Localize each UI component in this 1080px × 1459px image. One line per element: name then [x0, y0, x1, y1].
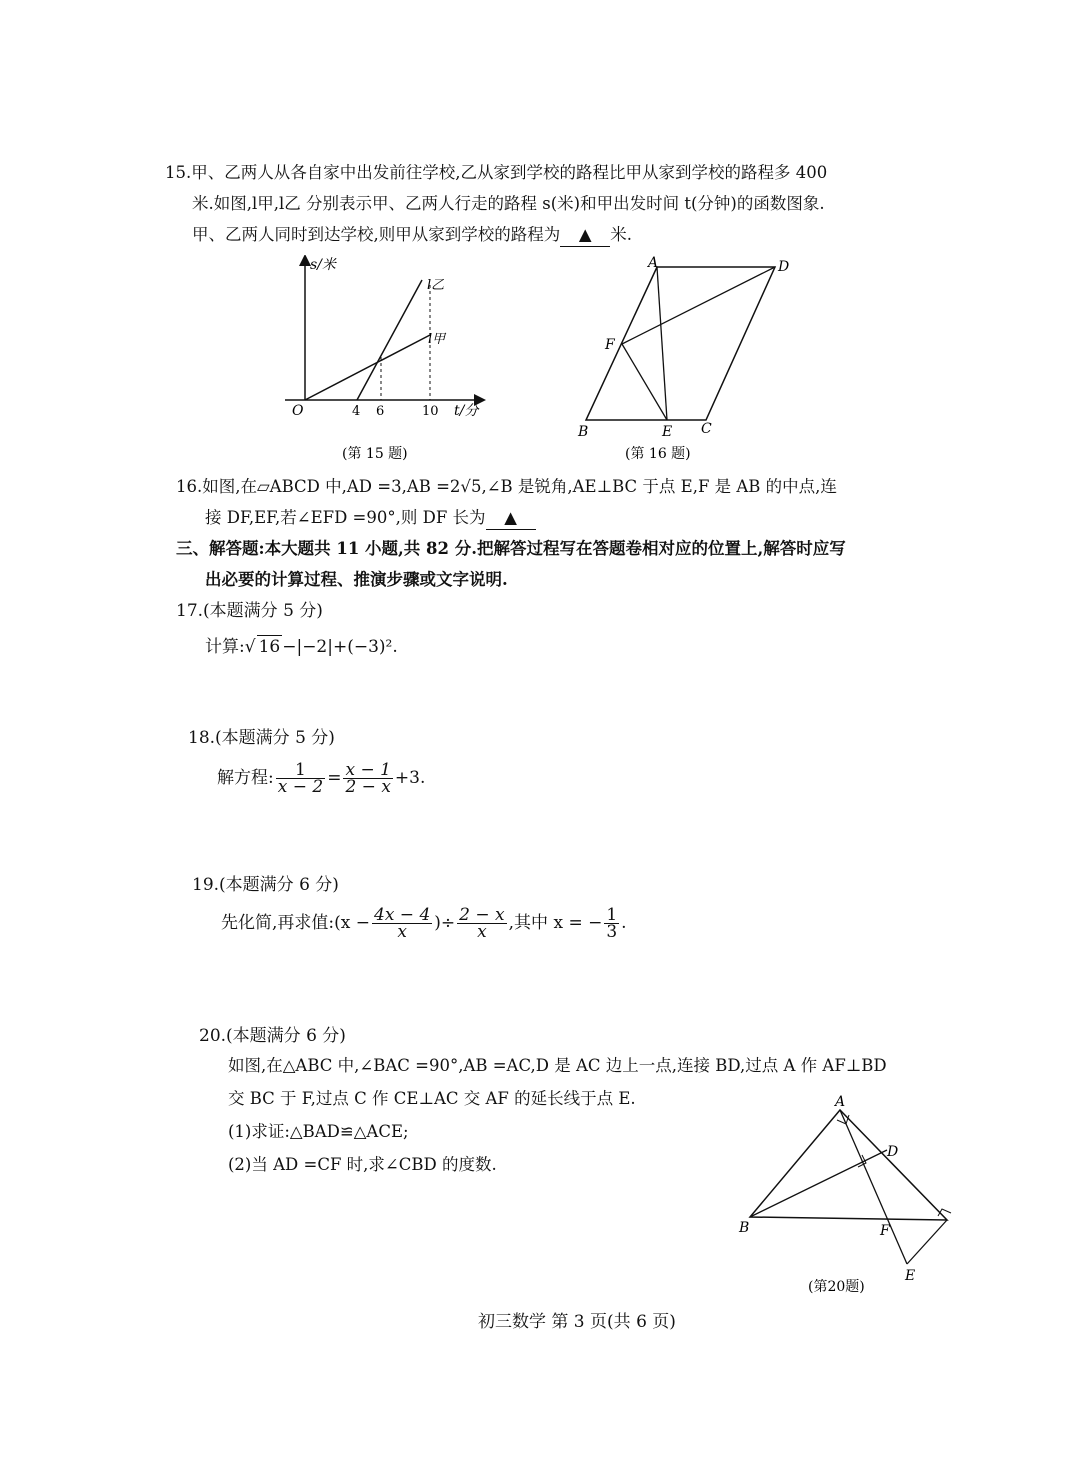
q15-line1: 15.甲、乙两人从各自家中出发前往学校,乙从家到学校的路程比甲从家到学校的路程多 400 — [165, 163, 828, 182]
point-f-label: F — [605, 337, 615, 353]
q20-part2: (2)当 AD =CF 时,求∠CBD 的度数. — [228, 1155, 497, 1174]
right-angle-mark-c — [938, 1209, 951, 1216]
point-a-label: A — [648, 255, 659, 271]
q18-f1-numerator: 1 — [276, 762, 325, 779]
q20-header: 20.(本题满分 6 分) — [199, 1026, 346, 1046]
q18-f2-denominator: 2 − x — [345, 777, 391, 797]
segment-fe — [622, 344, 667, 420]
tick-label-6: 6 — [376, 404, 385, 419]
figure-15-graph — [280, 255, 490, 470]
page-footer: 初三数学 第 3 页(共 6 页) — [478, 1312, 676, 1332]
point-e-label: E — [905, 1268, 916, 1284]
q16-answer-blank: ▲ — [486, 507, 536, 530]
q16-line2-text: 接 DF,EF,若∠EFD =90°,则 DF 长为 — [205, 508, 486, 527]
point-d-label: D — [778, 259, 790, 275]
figure-15-caption: (第 15 题) — [342, 446, 408, 462]
point-d-label: D — [887, 1144, 899, 1160]
q20-line1: 如图,在△ABC 中,∠BAC =90°,AB =AC,D 是 AC 边上一点,连接 BD,过点 A 作 AF⊥BD — [228, 1056, 887, 1075]
q18-fraction-1 — [276, 762, 325, 795]
q19-header: 19.(本题满分 6 分) — [192, 875, 339, 895]
q18-equation — [217, 760, 425, 796]
q17-header: 17.(本题满分 5 分) — [176, 601, 323, 621]
y-axis-label: s/米 — [310, 257, 336, 273]
q17-prefix: 计算: — [205, 637, 245, 657]
point-a-label: A — [835, 1094, 846, 1110]
tick-label-10: 10 — [422, 404, 439, 419]
q15-line2: 米.如图,l甲,l乙 分别表示甲、乙两人行走的路程 s(米)和甲出发时间 t(分钟)的函数图象. — [192, 194, 825, 213]
q19-f2-numerator: 2 − x — [459, 905, 505, 925]
line-jia — [305, 335, 430, 400]
q17-expression — [205, 635, 398, 658]
point-f-label: F — [880, 1223, 890, 1239]
q19-fraction-2 — [457, 907, 506, 940]
q19-f3-numerator: 1 — [606, 905, 618, 925]
figure-16-caption: (第 16 题) — [625, 446, 691, 462]
q18-header: 18.(本题满分 5 分) — [188, 728, 335, 748]
q18-equals: = — [327, 768, 342, 788]
q19-f1-numerator: 4x − 4 — [374, 905, 431, 925]
q19-prefix: 先化简,再求值:(x − — [221, 913, 370, 933]
segment-ce — [907, 1220, 947, 1264]
point-b-label: B — [739, 1220, 750, 1236]
q15-line3-unit: 米. — [610, 225, 632, 244]
section3-line1: 三、解答题:本大题共 11 小题,共 82 分.把解答过程写在答题卷相对应的位置上,解答时应写 — [176, 539, 846, 558]
line-yi — [357, 280, 422, 400]
q18-f2-numerator: x − 1 — [345, 760, 391, 780]
q15-line3 — [192, 224, 632, 247]
q19-expression — [221, 905, 627, 941]
segment-ae — [840, 1110, 907, 1264]
line-jia-label: l甲 — [428, 332, 446, 347]
q19-f2-denominator: x — [477, 922, 487, 942]
section3-line2: 出必要的计算过程、推演步骤或文字说明. — [205, 570, 508, 589]
sqrt-sign: √ — [244, 637, 256, 657]
line-yi-label: l乙 — [427, 278, 445, 293]
q18-prefix: 解方程: — [217, 768, 274, 788]
q19-fraction-1 — [372, 907, 432, 940]
q16-line1: 16.如图,在▱ABCD 中,AD =3,AB =2√5,∠B 是锐角,AE⊥BC 于点 E,F 是 AB 的中点,连 — [176, 477, 837, 496]
tick-label-4: 4 — [352, 404, 361, 419]
q18-rest: +3. — [394, 768, 426, 788]
q17-radicand: 16 — [258, 637, 281, 657]
point-e-label: E — [662, 424, 673, 440]
segment-ae — [657, 267, 667, 420]
q20-part1: (1)求证:△BAD≌△ACE; — [228, 1122, 409, 1141]
figure-20-caption: (第20题) — [808, 1279, 865, 1295]
q15-answer-blank: ▲ — [560, 224, 610, 247]
point-b-label: B — [578, 424, 589, 440]
q20-line2: 交 BC 于 F,过点 C 作 CE⊥AC 交 AF 的延长线于点 E. — [228, 1089, 636, 1108]
q16-line2 — [205, 507, 536, 530]
figure-16-parallelogram — [570, 255, 800, 470]
q18-fraction-2 — [343, 762, 392, 795]
q18-f1-denominator: x − 2 — [277, 777, 324, 797]
q19-mid: )÷ — [434, 913, 456, 933]
point-c-label: C — [701, 421, 712, 437]
segment-fd — [622, 267, 775, 344]
segment-bd — [750, 1150, 887, 1217]
q19-f1-denominator: x — [397, 922, 407, 942]
q19-end: . — [621, 913, 627, 933]
q19-fraction-3 — [604, 907, 619, 940]
figure-20-triangle — [730, 1090, 970, 1305]
q17-rest: −|−2|+(−3)². — [282, 637, 398, 657]
q19-f3-denominator: 3 — [606, 922, 618, 942]
origin-label: O — [292, 403, 304, 419]
triangle-abc — [750, 1110, 947, 1220]
q19-condition: ,其中 x = − — [508, 913, 603, 933]
q15-line3-text: 甲、乙两人同时到达学校,则甲从家到学校的路程为 — [192, 225, 561, 244]
x-axis-label: t/分 — [454, 403, 479, 419]
